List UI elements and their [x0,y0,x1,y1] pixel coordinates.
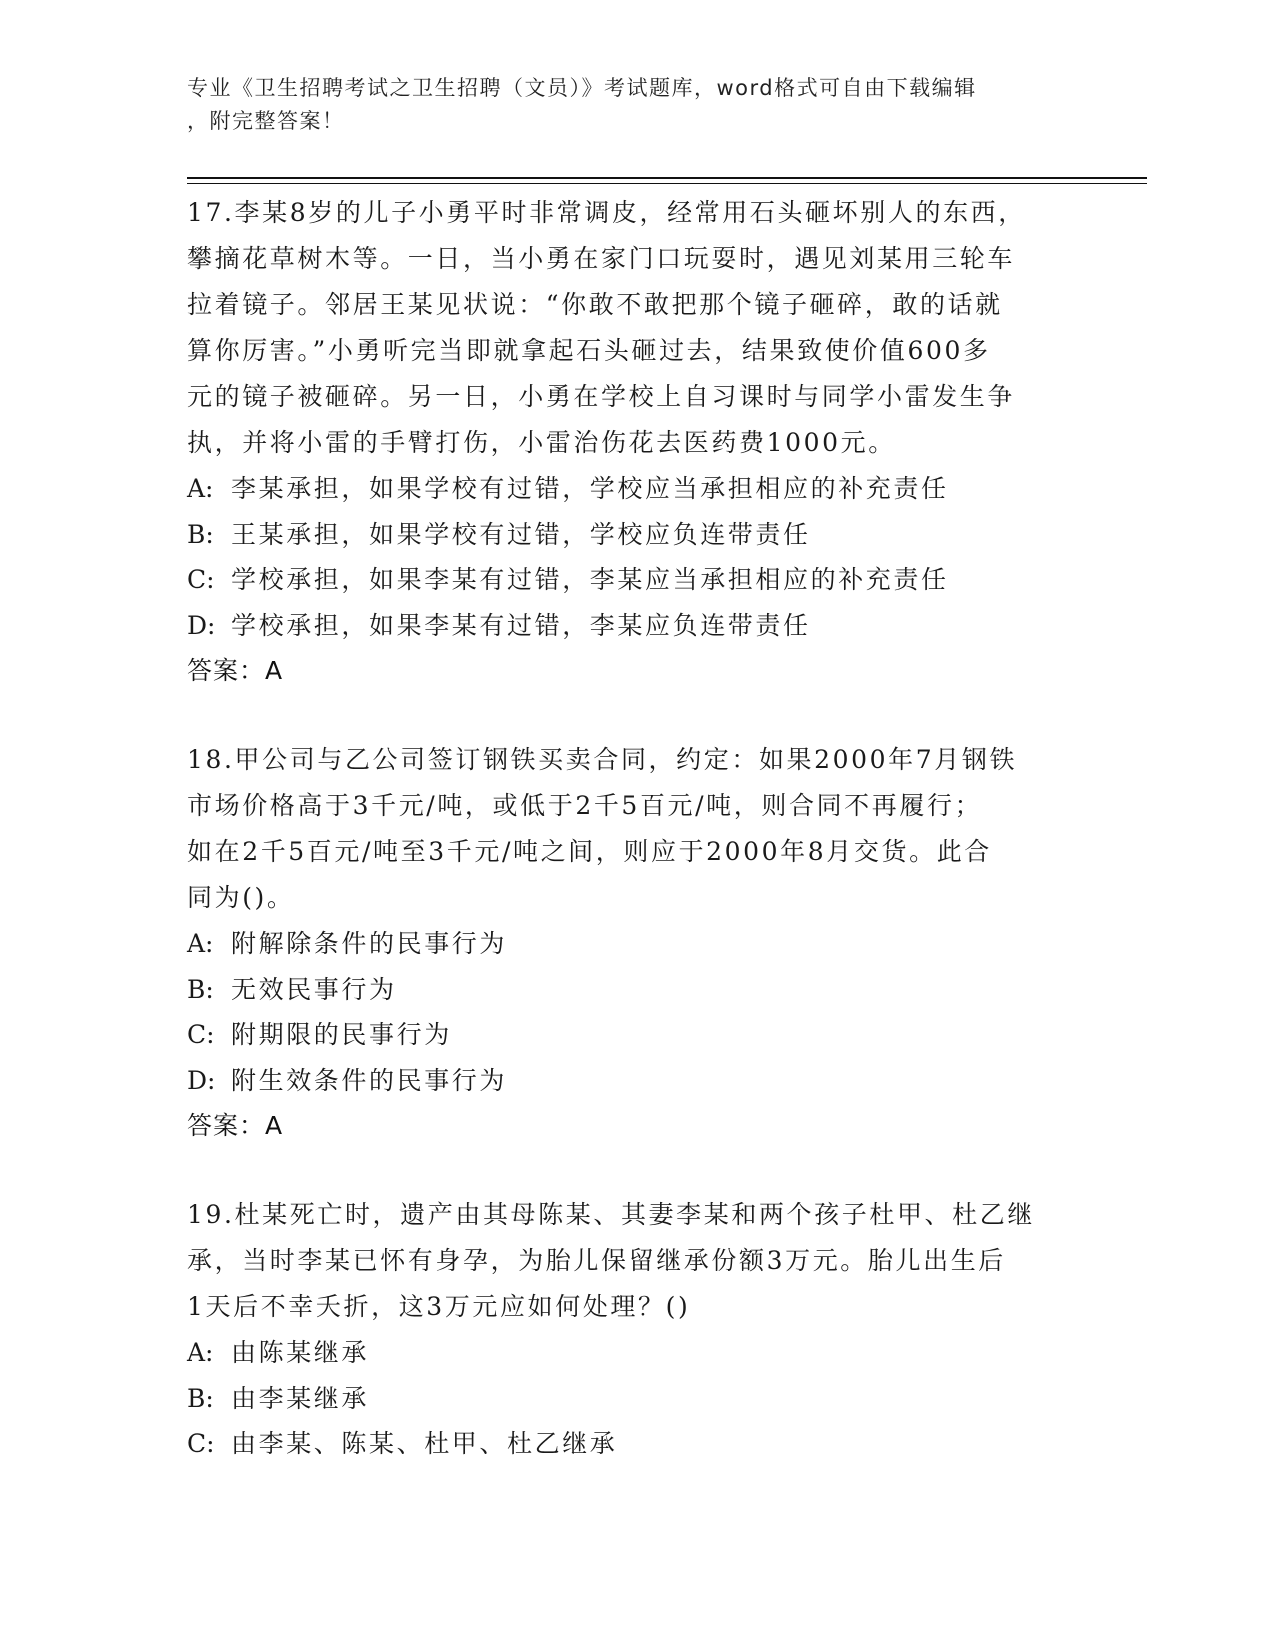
option-key: B: [187,519,214,549]
option-key: B: [187,1383,214,1413]
question-list [187,190,1087,1467]
stem-line: 18.甲公司与乙公司签订钢铁买卖合同，约定：如果2000年7月钢铁 [187,745,1018,774]
question-stem [187,190,1087,466]
header-divider-thick [187,177,1147,179]
option-a [187,466,1087,512]
option-c [187,557,1087,603]
option-key: C: [187,1020,215,1049]
option-text: 无效民事行为 [231,974,397,1004]
question-stem [187,1192,1087,1330]
option-a [187,1330,1087,1376]
option-c [187,1012,1087,1058]
option-text: 附生效条件的民事行为 [231,1065,508,1095]
option-key: C: [187,1429,215,1458]
stem-line: 承，当时李某已怀有身孕，为胎儿保留继承份额3万元。胎儿出生后 [187,1246,1006,1275]
option-d [187,1058,1087,1104]
question-19 [187,1192,1087,1467]
option-text: 附期限的民事行为 [231,1020,452,1049]
option-text: 由陈某继承 [231,1338,370,1367]
option-b [187,967,1087,1013]
header-line-1: 专业《卫生招聘考试之卫生招聘（文员）》考试题库，word格式可自由下载编辑 [187,76,977,100]
option-text: 由李某继承 [231,1383,370,1413]
option-key: C: [187,565,215,594]
option-key: A: [187,474,214,503]
document-header [187,72,1067,138]
option-key: B: [187,974,214,1004]
option-key: D: [187,610,216,640]
stem-line: 拉着镜子。邻居王某见状说：“你敢不敢把那个镜子砸碎，敢的话就 [187,290,1003,319]
option-key: D: [187,1065,216,1095]
option-text: 学校承担，如果李某有过错，李某应当承担相应的补充责任 [231,565,949,594]
answer-line: 答案：A [187,1111,284,1140]
stem-line: 17.李某8岁的儿子小勇平时非常调皮，经常用石头砸坏别人的东西， [187,198,1026,227]
stem-line: 如在2千5百元/吨至3千元/吨之间，则应于2000年8月交货。此合 [187,837,992,866]
option-text: 王某承担，如果学校有过错，学校应负连带责任 [231,519,811,549]
option-d [187,603,1087,649]
header-divider-thin [187,183,1147,184]
question-spacer [187,1149,1087,1192]
stem-line: 攀摘花草树木等。一日，当小勇在家门口玩耍时，遇见刘某用三轮车 [187,244,1016,273]
option-a [187,921,1087,967]
option-text: 学校承担，如果李某有过错，李某应负连带责任 [231,610,811,640]
stem-line: 1天后不幸夭折，这3万元应如何处理？() [187,1292,691,1321]
option-b [187,512,1087,558]
option-text: 附解除条件的民事行为 [231,929,508,958]
question-spacer [187,694,1087,737]
question-17 [187,190,1087,694]
stem-line: 执，并将小雷的手臂打伤，小雷治伤花去医药费1000元。 [187,428,896,457]
option-key: A: [187,929,214,958]
stem-line: 19.杜某死亡时，遗产由其母陈某、其妻李某和两个孩子杜甲、杜乙继 [187,1200,1035,1229]
answer-line: 答案：A [187,656,284,685]
stem-line: 同为()。 [187,883,295,912]
stem-line: 市场价格高于3千元/吨，或低于2千5百元/吨，则合同不再履行； [187,791,983,820]
question-18 [187,737,1087,1149]
question-stem [187,737,1087,921]
header-line-2: ，附完整答案！ [187,109,345,133]
option-b [187,1376,1087,1422]
option-key: A: [187,1338,214,1367]
stem-line: 算你厉害。”小勇听完当即就拿起石头砸过去，结果致使价值600多 [187,336,991,365]
stem-line: 元的镜子被砸碎。另一日，小勇在学校上自习课时与同学小雷发生争 [187,382,1016,411]
option-text: 由李某、陈某、杜甲、杜乙继承 [231,1429,618,1458]
option-text: 李某承担，如果学校有过错，学校应当承担相应的补充责任 [231,474,949,503]
option-c [187,1421,1087,1467]
